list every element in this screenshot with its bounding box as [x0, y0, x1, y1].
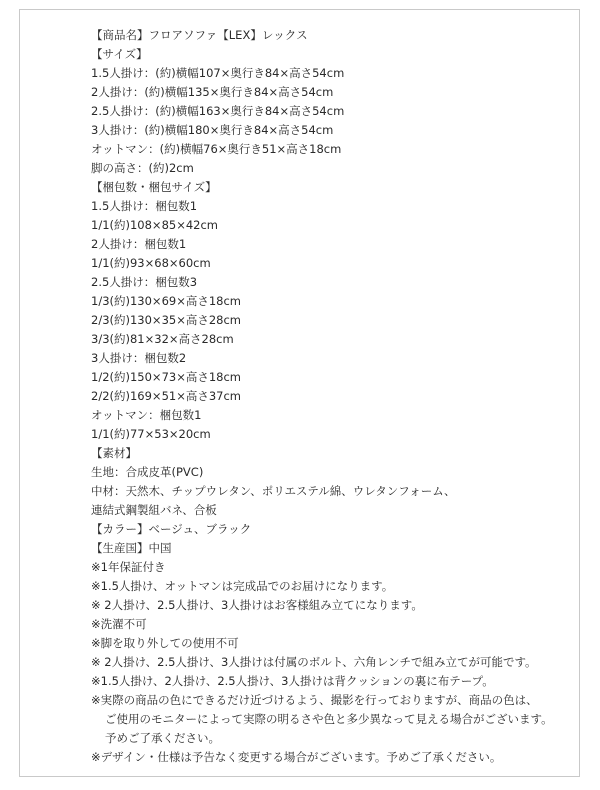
size-line: 脚の高さ：(約)2cm: [91, 161, 194, 175]
packaging-line: 1/1(約)93×68×60cm: [91, 256, 211, 270]
note-line: ※ 2人掛け、2.5人掛け、3人掛けは付属のボルト、六角レンチで組み立てが可能です。: [91, 655, 537, 669]
section-heading-packaging: 【梱包数・梱包サイズ】: [91, 180, 217, 194]
packaging-line: 1/1(約)108×85×42cm: [91, 218, 218, 232]
packaging-line: オットマン：梱包数1: [91, 408, 202, 422]
material-line: 連結式鋼製組バネ、合板: [91, 503, 217, 517]
note-line: ※1.5人掛け、オットマンは完成品でのお届けになります。: [91, 579, 394, 593]
packaging-line: 3人掛け：梱包数2: [91, 351, 187, 365]
packaging-line: 1/1(約)77×53×20cm: [91, 427, 211, 441]
spec-text: [91, 26, 591, 767]
origin-line: 【生産国】中国: [91, 541, 172, 555]
packaging-line: 2/3(約)130×35×高さ28cm: [91, 313, 241, 327]
size-line: 2.5人掛け：(約)横幅163×奥行き84×高さ54cm: [91, 104, 345, 118]
note-line: ※実際の商品の色にできるだけ近づけるよう、撮影を行っておりますが、商品の色は、: [91, 693, 538, 707]
section-heading-size: 【サイズ】: [91, 47, 148, 61]
note-continuation-line: ご使用のモニターによって実際の明るさや色と多少異なって見える場合がございます。: [105, 712, 553, 726]
product-name-line: 【商品名】フロアソファ【LEX】レックス: [91, 28, 308, 42]
note-continuation-line: 予めご了承ください。: [105, 731, 220, 745]
note-line: ※洗濯不可: [91, 617, 147, 631]
note-line: ※1年保証付き: [91, 560, 166, 574]
section-heading-material: 【素材】: [91, 446, 137, 460]
note-line: ※ 2人掛け、2.5人掛け、3人掛けはお客様組み立てになります。: [91, 598, 423, 612]
size-line: オットマン：(約)横幅76×奥行き51×高さ18cm: [91, 142, 342, 156]
packaging-line: 1.5人掛け：梱包数1: [91, 199, 198, 213]
spec-panel: [19, 9, 580, 777]
size-line: 2人掛け：(約)横幅135×奥行き84×高さ54cm: [91, 85, 334, 99]
note-line: ※1.5人掛け、2人掛け、2.5人掛け、3人掛けは背クッションの裏に布テープ。: [91, 674, 494, 688]
packaging-line: 3/3(約)81×32×高さ28cm: [91, 332, 234, 346]
color-line: 【カラー】ベージュ、ブラック: [91, 522, 252, 536]
material-line: 中材：天然木、チップウレタン、ポリエステル綿、ウレタンフォーム、: [91, 484, 456, 498]
packaging-line: 1/3(約)130×69×高さ18cm: [91, 294, 241, 308]
packaging-line: 1/2(約)150×73×高さ18cm: [91, 370, 241, 384]
packaging-line: 2人掛け：梱包数1: [91, 237, 187, 251]
size-line: 1.5人掛け：(約)横幅107×奥行き84×高さ54cm: [91, 66, 345, 80]
packaging-line: 2/2(約)169×51×高さ37cm: [91, 389, 241, 403]
size-line: 3人掛け：(約)横幅180×奥行き84×高さ54cm: [91, 123, 334, 137]
material-line: 生地：合成皮革(PVC): [91, 465, 204, 479]
note-line: ※脚を取り外しての使用不可: [91, 636, 239, 650]
packaging-line: 2.5人掛け：梱包数3: [91, 275, 198, 289]
note-line: ※デザイン・仕様は予告なく変更する場合がございます。予めご了承ください。: [91, 750, 502, 764]
